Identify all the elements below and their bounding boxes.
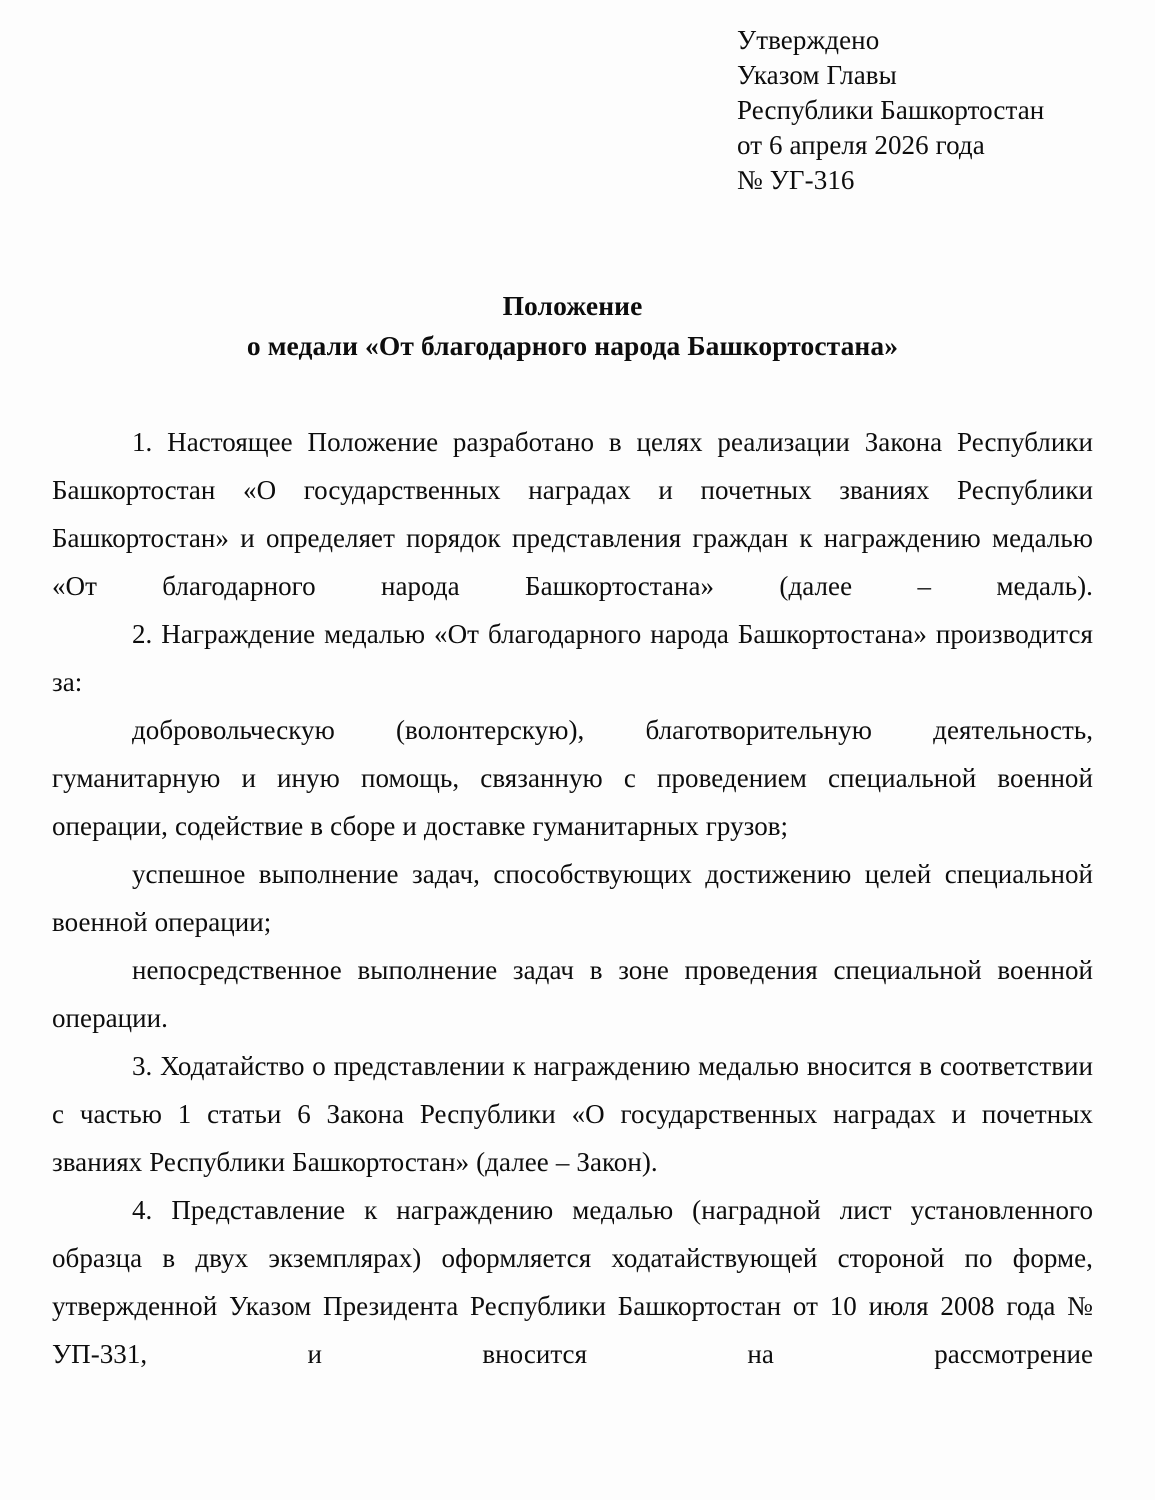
approval-header-date: от 6 апреля 2026 года <box>737 130 985 160</box>
paragraph-3: 3. Ходатайство о представлении к награждению медалью вносится в соответствии с частью 1 статьи 6 Закона Республики «О государственных наградах и почетных званиях Республики Башкортостан» (далее – Закон). <box>52 1051 1093 1177</box>
document-body <box>52 418 1093 1378</box>
paragraph-1: 1. Настоящее Положение разработано в целях реализации Закона Республики Башкортостан «О государственных наградах и почетных званиях Республики Башкортостан» и определяет порядок представления граждан к награждению медалью «От благодарного народа Башкортостана» (далее – медаль). <box>52 427 1093 601</box>
approval-header-line-1: Утверждено <box>737 25 880 55</box>
paragraph-2-item-1: добровольческую (волонтерскую), благотворительную деятельность, гуманитарную и иную помощь, связанную с проведением специальной военной операции, содействие в сборе и доставке гуманитарных грузов; <box>52 715 1093 841</box>
paragraph-2-item-2: успешное выполнение задач, способствующих достижению целей специальной военной операции; <box>52 859 1093 937</box>
approval-header-decree-number: № УГ-316 <box>737 165 855 195</box>
approval-header-line-2: Указом Главы <box>737 60 897 90</box>
page-title <box>52 286 1093 366</box>
page-title-line-2: о медали «От благодарного народа Башкортостана» <box>246 330 899 361</box>
page-title-line-1: Положение <box>502 290 643 321</box>
approval-header <box>737 23 1137 198</box>
paragraph-2: 2. Награждение медалью «От благодарного народа Башкортостана» производится за: <box>52 619 1093 697</box>
paragraph-4: 4. Представление к награждению медалью (наградной лист установленного образца в двух экземплярах) оформляется ходатайствующей стороной по форме, утвержденной Указом Президента Республики Башкортостан от 10 июля 2008 года № УП-331, и вносится на рассмотрение <box>52 1195 1093 1369</box>
approval-header-line-3: Республики Башкортостан <box>737 95 1045 125</box>
paragraph-2-item-3: непосредственное выполнение задач в зоне проведения специальной военной операции. <box>52 955 1093 1033</box>
